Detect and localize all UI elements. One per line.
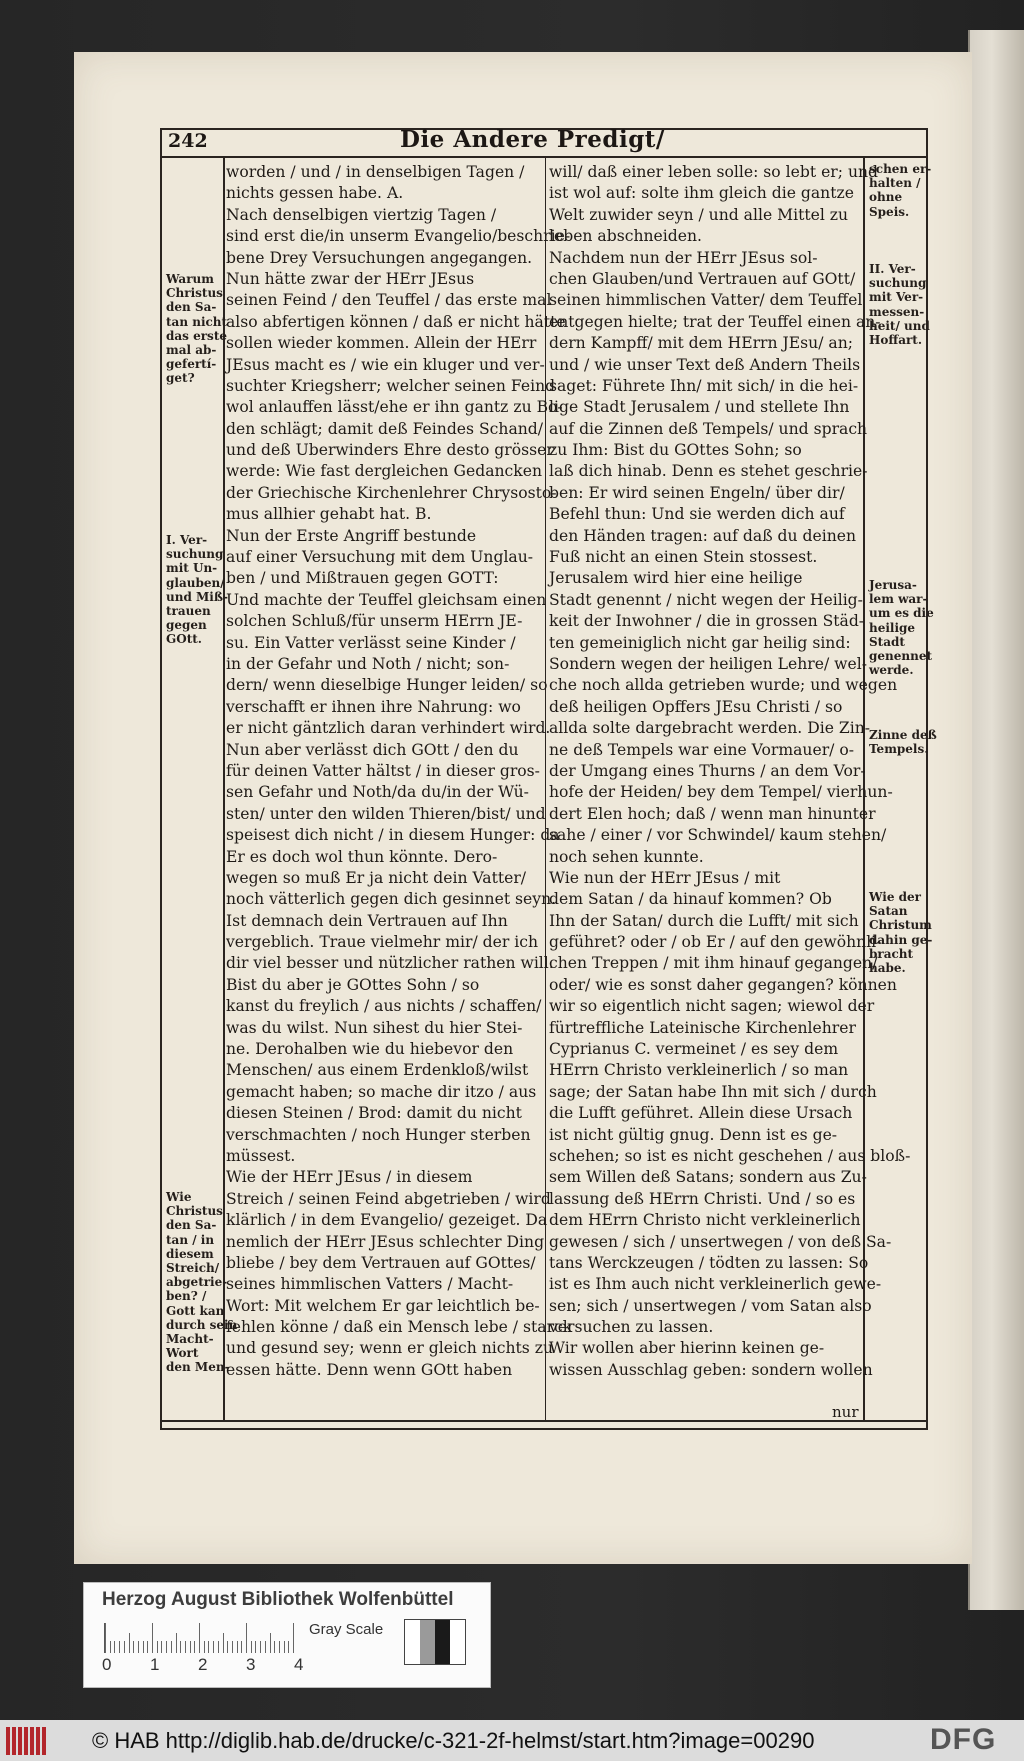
text-line: also abfertigen können / daß er nicht hätte <box>226 312 566 331</box>
margin-note-right-4 <box>869 728 937 756</box>
margin-note-right-3 <box>869 578 934 677</box>
text-line: Sondern wegen der heiligen Lehre/ wel- <box>549 654 867 673</box>
header-rule <box>160 156 928 158</box>
text-line: deß heiligen Opffers JEsu Christi / so <box>549 697 843 716</box>
text-line: essen hätte. Denn wenn GOtt haben <box>226 1360 513 1379</box>
gray-scale-label: Gray Scale <box>309 1621 384 1638</box>
margin-note-line: halten / <box>869 176 921 191</box>
text-line: der Umgang eines Thurns / an dem Vor- <box>549 761 866 780</box>
text-line: Wir wollen aber hierinn keinen ge- <box>549 1339 825 1358</box>
text-line: dern Kampff/ mit dem HErrn JEsu/ an; <box>549 334 853 353</box>
text-line: den Händen tragen: auf daß du deinen <box>549 526 857 545</box>
text-line: Streich / seinen Feind abgetrieben / wird <box>226 1189 551 1208</box>
margin-note-right-2 <box>869 262 930 347</box>
text-line: Ist demnach dein Vertrauen auf Ihn <box>226 911 508 930</box>
margin-note-line: Christum <box>869 918 932 933</box>
text-line: für deinen Vatter hältst / in dieser gros- <box>226 761 540 780</box>
text-line: gewesen / sich / unsertwegen / von deß Sa- <box>549 1232 892 1251</box>
margin-note-line: suchung <box>166 547 224 562</box>
catchword: nur <box>832 1403 859 1421</box>
text-line: worden / und / in denselbigen Tagen / <box>226 163 525 181</box>
text-line: sahe / einer / vor Schwindel/ kaum stehen/ <box>549 826 887 845</box>
text-line: chen Treppen / mit ihm hinauf gegangen/ <box>549 954 878 973</box>
margin-note-line: messen- <box>869 304 925 319</box>
margin-note-left-3 <box>166 1190 237 1375</box>
margin-note-line: Wie <box>166 1190 192 1204</box>
text-line: ben: Er wird seinen Engeln/ über dir/ <box>549 483 845 502</box>
text-line: noch vätterlich gegen dich gesinnet seyn. <box>226 890 557 909</box>
text-line: JEsus macht es / wie ein kluger und ver- <box>226 355 545 374</box>
text-line: werde: Wie fast dergleichen Gedancken <box>226 462 542 481</box>
margin-note-line: suchung <box>869 276 927 291</box>
text-line: solchen Schluß/für unserm HErrn JE- <box>226 612 523 631</box>
text-line: Fuß nicht an einen Stein stossest. <box>549 548 818 567</box>
text-line: nemlich der HErr JEsus schlechter Ding <box>226 1232 545 1251</box>
footer-bar <box>0 1720 1024 1761</box>
margin-note-line: Zinne deß <box>869 728 937 742</box>
text-line: Nachdem nun der HErr JEsus sol- <box>549 248 818 267</box>
text-line: dir viel besser und nützlicher rathen will. <box>226 954 554 973</box>
margin-note-line: genennet <box>869 649 933 664</box>
margin-note-line: Christus <box>166 1204 223 1219</box>
margin-note-line: Warum <box>166 272 214 286</box>
text-line: Nach denselbigen viertzig Tagen / <box>226 205 497 224</box>
text-line: Wie nun der HErr JEsus / mit <box>549 868 781 887</box>
margin-note-line: Gott kan <box>166 1303 225 1318</box>
margin-note-line: ben? / <box>166 1289 207 1304</box>
margin-note-left-2 <box>166 533 228 647</box>
margin-note-line: den Men- <box>166 1360 230 1375</box>
text-line: su. Ein Vatter verlässt seine Kinder / <box>226 633 516 652</box>
text-line: ben / und Mißtrauen gegen GOTT: <box>226 569 499 588</box>
text-line: sem Willen deß Satans; sondern aus Zu- <box>549 1168 867 1187</box>
text-line: lige Stadt Jerusalem / und stellete Ihn <box>549 398 850 417</box>
text-line: Ihn der Satan/ durch die Lufft/ mit sich <box>549 911 859 930</box>
scale-ruler <box>104 1623 294 1653</box>
text-line: wegen so muß Er ja nicht dein Vatter/ <box>226 868 527 887</box>
gray-scale-swatch <box>404 1619 466 1665</box>
margin-note-line: und Miß- <box>166 589 228 604</box>
text-line: ten gemeiniglich nicht gar heilig sind: <box>549 633 851 652</box>
text-line: dert Elen hoch; daß / wenn man hinunter <box>549 804 876 823</box>
text-line: chen Glauben/und Vertrauen auf GOtt/ <box>549 269 856 288</box>
text-line: Jerusalem wird hier eine heilige <box>549 569 803 588</box>
text-line: gemacht haben; so mache dir itzo / aus <box>226 1082 537 1101</box>
text-line: versuchen zu lassen. <box>549 1318 714 1337</box>
text-line: Und machte der Teuffel gleichsam einen <box>226 590 547 609</box>
text-line: Wie der HErr JEsus / in diesem <box>226 1168 473 1187</box>
page-number: 242 <box>168 130 208 152</box>
text-line: und deß Uberwinders Ehre desto grösser <box>226 441 554 460</box>
scale-number: 0 <box>102 1655 112 1674</box>
text-line: diesen Steinen / Brod: damit du nicht <box>226 1104 522 1123</box>
text-line: seinen himmlischen Vatter/ dem Teuffel <box>549 291 863 310</box>
text-line: Nun aber verlässt dich GOtt / den du <box>226 740 519 759</box>
text-line: fehlen könne / daß ein Mensch lebe / starck <box>226 1318 573 1337</box>
margin-note-line: Christus <box>166 286 223 301</box>
hab-logo-icon <box>6 1727 48 1755</box>
margin-note-line: tan nicht <box>166 314 228 329</box>
text-line: sen; sich / unsertwegen / vom Satan also <box>549 1296 872 1315</box>
margin-note-line: Tempels. <box>869 742 929 757</box>
margin-note-line: heit/ und <box>869 318 930 333</box>
text-line: Befehl thun: Und sie werden dich auf <box>549 505 845 524</box>
text-line: schehen; so ist es nicht geschehen / aus bloß- <box>549 1146 911 1165</box>
text-line: und gesund sey; wenn er gleich nichts zu <box>226 1339 553 1358</box>
text-line: zu Ihm: Bist du GOttes Sohn; so <box>549 441 802 460</box>
text-line: verschafft er ihnen ihre Nahrung: wo <box>226 697 521 716</box>
text-line: was du wilst. Nun sihest du hier Stei- <box>226 1018 523 1037</box>
text-line: Nun hätte zwar der HErr JEsus <box>226 269 475 288</box>
text-line: wir so eigentlich nicht sagen; wiewol der <box>549 997 875 1016</box>
margin-note-line: Streich/ <box>166 1261 220 1276</box>
margin-note-line: ohne <box>869 190 903 205</box>
text-line: dem Satan / da hinauf kommen? Ob <box>549 890 832 909</box>
text-line: will/ daß einer leben solle: so lebt er; und <box>549 163 879 181</box>
text-line: oder/ wie es sonst daher gegangen? können <box>549 975 897 994</box>
margin-note-line: Jerusa- <box>869 578 917 592</box>
text-line: vergeblich. Traue vielmehr mir/ der ich <box>226 933 539 952</box>
library-color-target <box>83 1582 491 1688</box>
margin-note-right-1 <box>869 162 931 219</box>
text-line: allda solte dargebracht werden. Die Zin- <box>549 719 871 738</box>
margin-note-line: mit Ver- <box>869 290 924 305</box>
text-line: che noch allda getrieben wurde; und wegen <box>549 676 898 695</box>
text-line: dem HErrn Christo nicht verkleinerlich <box>549 1211 861 1230</box>
margin-note-left-1 <box>166 272 227 386</box>
margin-note-line: das erste <box>166 328 227 343</box>
text-line: kanst du freylich / aus nichts / schaffen/ <box>226 997 542 1016</box>
margin-note-line: durch sein <box>166 1317 238 1332</box>
margin-note-line: diesem <box>166 1246 214 1261</box>
text-line: der Griechische Kirchenlehrer Chrysosto- <box>226 483 557 502</box>
footer-url-text[interactable]: © HAB http://diglib.hab.de/drucke/c-321-2f-helmst/start.htm?image=00290 <box>92 1728 815 1753</box>
margin-note-line: tan / in <box>166 1232 215 1247</box>
scale-number: 1 <box>150 1655 160 1674</box>
text-line: auf einer Versuchung mit dem Unglau- <box>226 548 534 567</box>
margin-note-line: Macht- <box>166 1332 214 1347</box>
text-line: wol anlauffen lässt/ehe er ihn gantz zu Bo- <box>226 398 563 417</box>
margin-note-line: Wort <box>166 1346 199 1361</box>
text-line: er nicht gäntzlich daran verhindert wird. <box>226 719 551 738</box>
text-line: sage; der Satan habe Ihn mit sich / durch <box>549 1082 877 1101</box>
text-line: fürtreffliche Lateinische Kirchenlehrer <box>549 1018 856 1037</box>
text-line: seines himmlischen Vatters / Macht- <box>226 1275 514 1294</box>
text-line: saget: Führete Ihn/ mit sich/ in die hei- <box>549 376 859 395</box>
text-line: tans Werckzeugen / tödten zu lassen: So <box>549 1253 869 1272</box>
text-line: Welt zuwider seyn / und alle Mittel zu <box>549 205 849 224</box>
text-line: noch sehen kunnte. <box>549 847 704 866</box>
text-line: leben abschneiden. <box>549 227 702 246</box>
margin-note-line: Hoffart. <box>869 333 923 348</box>
scale-number: 4 <box>294 1655 304 1674</box>
text-line: geführet? oder / ob Er / auf den gewöhnli- <box>549 933 882 952</box>
text-line: klärlich / in dem Evangelio/ gezeiget. Da <box>226 1211 548 1230</box>
margin-note-line: heilige <box>869 620 916 635</box>
margin-note-line: Wie der <box>869 890 921 904</box>
margin-note-line: Speis. <box>869 204 910 219</box>
text-line: müssest. <box>226 1146 296 1165</box>
margin-note-line: II. Ver- <box>869 262 916 276</box>
text-line: nichts gessen habe. A. <box>226 184 404 203</box>
text-line: wissen Ausschlag geben: sondern wollen <box>549 1360 873 1379</box>
margin-note-line: GOtt. <box>166 632 202 647</box>
text-line: sind erst die/in unserm Evangelio/beschrie- <box>226 227 571 246</box>
text-line: lassung deß HErrn Christi. Und / so es <box>549 1189 856 1208</box>
margin-note-line: schen er- <box>869 162 932 176</box>
next-page-edge <box>968 30 1024 1610</box>
text-line: Nun der Erste Angriff bestunde <box>226 526 477 545</box>
margin-note-line: mal ab- <box>166 343 217 358</box>
text-line: dern/ wenn dieselbige Hunger leiden/ so <box>226 676 548 695</box>
scale-number: 2 <box>198 1655 208 1674</box>
library-name: Herzog August Bibliothek Wolfenbüttel <box>102 1589 454 1610</box>
scale-number: 3 <box>246 1655 256 1674</box>
text-line: sollen wieder kommen. Allein der HErr <box>226 334 537 353</box>
left-text-column <box>226 162 573 1381</box>
text-line: Er es doch wol thun könnte. Dero- <box>226 847 498 866</box>
margin-note-line: Stadt <box>869 634 905 649</box>
margin-note-line: glauben/ <box>166 575 225 590</box>
text-line: in der Gefahr und Noth / nicht; son- <box>226 654 510 673</box>
text-line: ist wol auf: solte ihm gleich die gantze <box>549 184 854 203</box>
margin-note-line: den Sa- <box>166 300 217 315</box>
margin-note-line: gefertí- <box>166 357 217 372</box>
text-line: verschmachten / noch Hunger sterben <box>226 1125 531 1144</box>
text-line: bliebe / bey dem Vertrauen auf GOttes/ <box>226 1253 536 1272</box>
text-line: Stadt genennt / nicht wegen der Heilig- <box>549 590 863 609</box>
margin-note-right-5 <box>869 890 932 975</box>
dfg-logo: DFG <box>930 1723 997 1756</box>
text-line: ne. Derohalben wie du hiebevor den <box>226 1040 514 1059</box>
text-line: seinen Feind / den Teuffel / das erste mal <box>226 291 552 310</box>
margin-note-line: trauen <box>166 604 211 619</box>
text-line: HErrn Christo verkleinerlich / so man <box>549 1061 849 1080</box>
text-line: sten/ unter den wilden Thieren/bist/ und <box>226 804 546 823</box>
frame-bottom-rule <box>160 1420 928 1422</box>
text-line: laß dich hinab. Denn es stehet geschrie- <box>549 462 868 481</box>
text-line: Bist du aber je GOttes Sohn / so <box>226 975 480 994</box>
text-line: Menschen/ aus einem Erdenkloß/wilst <box>226 1061 529 1080</box>
text-line: sen Gefahr und Noth/da du/in der Wü- <box>226 783 529 802</box>
margin-note-line: lem war- <box>869 592 928 607</box>
text-line: auf die Zinnen deß Tempels/ und sprach <box>549 419 868 438</box>
text-line: die Lufft geführet. Allein diese Ursach <box>549 1104 853 1123</box>
margin-note-line: I. Ver- <box>166 533 208 547</box>
margin-note-line: get? <box>166 371 195 386</box>
text-line: entgegen hielte; trat der Teuffel einen an- <box>549 312 881 331</box>
text-line: ist nicht gültig gnug. Denn ist es ge- <box>549 1125 838 1144</box>
text-line: den schlägt; damit deß Feindes Schand/ <box>226 419 544 438</box>
text-line: speisest dich nicht / in diesem Hunger: da <box>226 826 560 845</box>
text-line: suchter Kriegsherr; welcher seinen Feind <box>226 376 556 395</box>
margin-note-line: habe. <box>869 961 906 976</box>
text-line: hofe der Heiden/ bey dem Tempel/ vierhun- <box>549 783 893 802</box>
text-line: Cyprianus C. vermeinet / es sey dem <box>549 1040 839 1059</box>
margin-note-line: gegen <box>166 618 207 633</box>
margin-note-line: um es die <box>869 606 934 621</box>
text-line: bene Drey Versuchungen angegangen. <box>226 248 533 267</box>
text-line: Wort: Mit welchem Er gar leichtlich be- <box>226 1296 540 1315</box>
text-line: ist es Ihm auch nicht verkleinerlich gewe- <box>549 1275 882 1294</box>
column-divider <box>545 158 546 1420</box>
margin-note-line: werde. <box>869 663 914 678</box>
margin-note-line: den Sa- <box>166 1218 217 1233</box>
text-line: und / wie unser Text deß Andern Theils <box>549 355 861 374</box>
margin-note-line: Satan <box>869 904 908 919</box>
margin-note-line: abgetrie- <box>166 1275 228 1290</box>
text-line: ne deß Tempels war eine Vormauer/ o- <box>549 740 855 759</box>
running-head: Die Andere Predigt/ <box>400 126 665 153</box>
margin-note-line: dahin ge- <box>869 932 933 947</box>
text-line: keit der Inwohner / die in grossen Städ- <box>549 612 865 631</box>
scale-numbers <box>98 1655 308 1675</box>
margin-note-line: bracht <box>869 946 914 961</box>
text-line: mus allhier gehabt hat. B. <box>226 505 432 524</box>
margin-note-line: mit Un- <box>166 561 218 576</box>
